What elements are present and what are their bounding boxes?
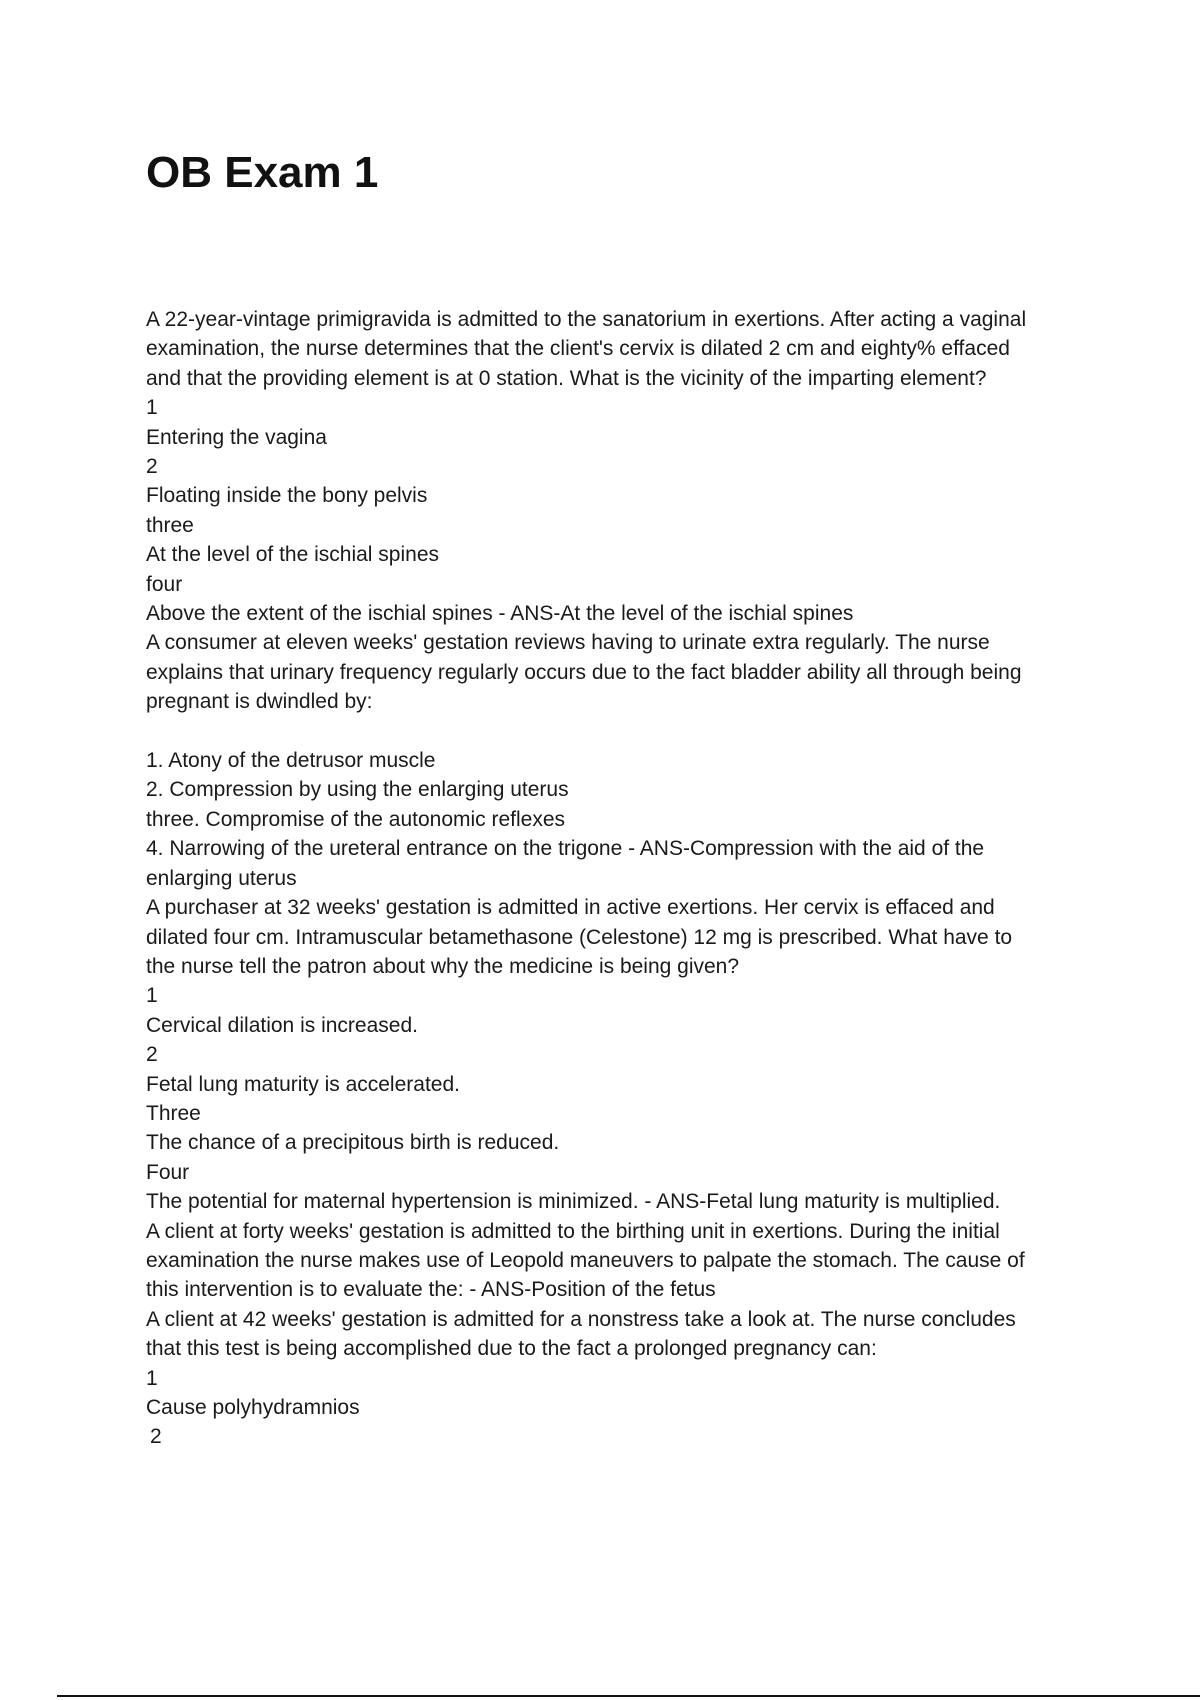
text-line: Three: [146, 1101, 201, 1125]
text-line: pregnant is dwindled by:: [146, 690, 373, 714]
text-line: At the level of the ischial spines: [146, 543, 439, 567]
text-line: 1: [146, 1366, 158, 1390]
text-line: Floating inside the bony pelvis: [146, 484, 428, 508]
text-line: Entering the vagina: [146, 425, 327, 449]
text-line: A consumer at eleven weeks' gestation reviews having to urinate extra regularly. The nurse: [146, 631, 990, 655]
text-line: three: [146, 513, 194, 537]
text-line: The potential for maternal hypertension is minimized. - ANS-Fetal lung maturity is multiplied.: [146, 1190, 1001, 1214]
text-line: 1: [146, 984, 158, 1008]
text-line: 1: [146, 396, 158, 420]
text-line: 2: [146, 455, 158, 479]
document-body: [146, 305, 1086, 1452]
text-line: 1. Atony of the detrusor muscle: [146, 749, 436, 773]
text-line: this intervention is to evaluate the: - ANS-Position of the fetus: [146, 1278, 716, 1302]
text-line: four: [146, 572, 183, 596]
text-line: Above the extent of the ischial spines - ANS-At the level of the ischial spines: [146, 602, 854, 626]
footer-divider: [57, 1695, 1200, 1697]
text-line: The chance of a precipitous birth is reduced.: [146, 1131, 560, 1155]
text-line: three. Compromise of the autonomic reflexes: [146, 807, 566, 831]
text-line: 2: [150, 1425, 162, 1449]
text-line: explains that urinary frequency regularly occurs due to the fact bladder ability all through being: [146, 660, 1022, 684]
text-line: Cause polyhydramnios: [146, 1396, 360, 1420]
text-line: examination, the nurse determines that the client's cervix is dilated 2 cm and eighty% effaced: [146, 337, 1010, 361]
text-line: and that the providing element is at 0 station. What is the vicinity of the imparting element?: [146, 366, 987, 390]
text-line: Four: [146, 1160, 190, 1184]
text-line: A 22-year-vintage primigravida is admitted to the sanatorium in exertions. After acting a vaginal: [146, 308, 1027, 331]
text-line: A client at forty weeks' gestation is admitted to the birthing unit in exertions. During the initial: [146, 1219, 1000, 1243]
text-line: Fetal lung maturity is accelerated.: [146, 1072, 460, 1096]
text-line: A purchaser at 32 weeks' gestation is admitted in active exertions. Her cervix is effaced and: [146, 896, 995, 920]
text-line: examination the nurse makes use of Leopold maneuvers to palpate the stomach. The cause of: [146, 1248, 1025, 1272]
text-line: Cervical dilation is increased.: [146, 1013, 418, 1037]
text-line: that this test is being accomplished due to the fact a prolonged pregnancy can:: [146, 1337, 877, 1361]
document-title: OB Exam 1: [146, 148, 379, 197]
text-line: 2. Compression by using the enlarging uterus: [146, 778, 569, 802]
text-line: 4. Narrowing of the ureteral entrance on the trigone - ANS-Compression with the aid of the: [146, 837, 985, 861]
text-line: 2: [146, 1043, 158, 1067]
text-line: the nurse tell the patron about why the medicine is being given?: [146, 954, 740, 978]
text-line: A client at 42 weeks' gestation is admitted for a nonstress take a look at. The nurse concludes: [146, 1307, 1016, 1331]
text-line: dilated four cm. Intramuscular betamethasone (Celestone) 12 mg is prescribed. What have to: [146, 925, 1013, 949]
text-line: enlarging uterus: [146, 866, 297, 890]
blank-line: [146, 717, 1086, 746]
